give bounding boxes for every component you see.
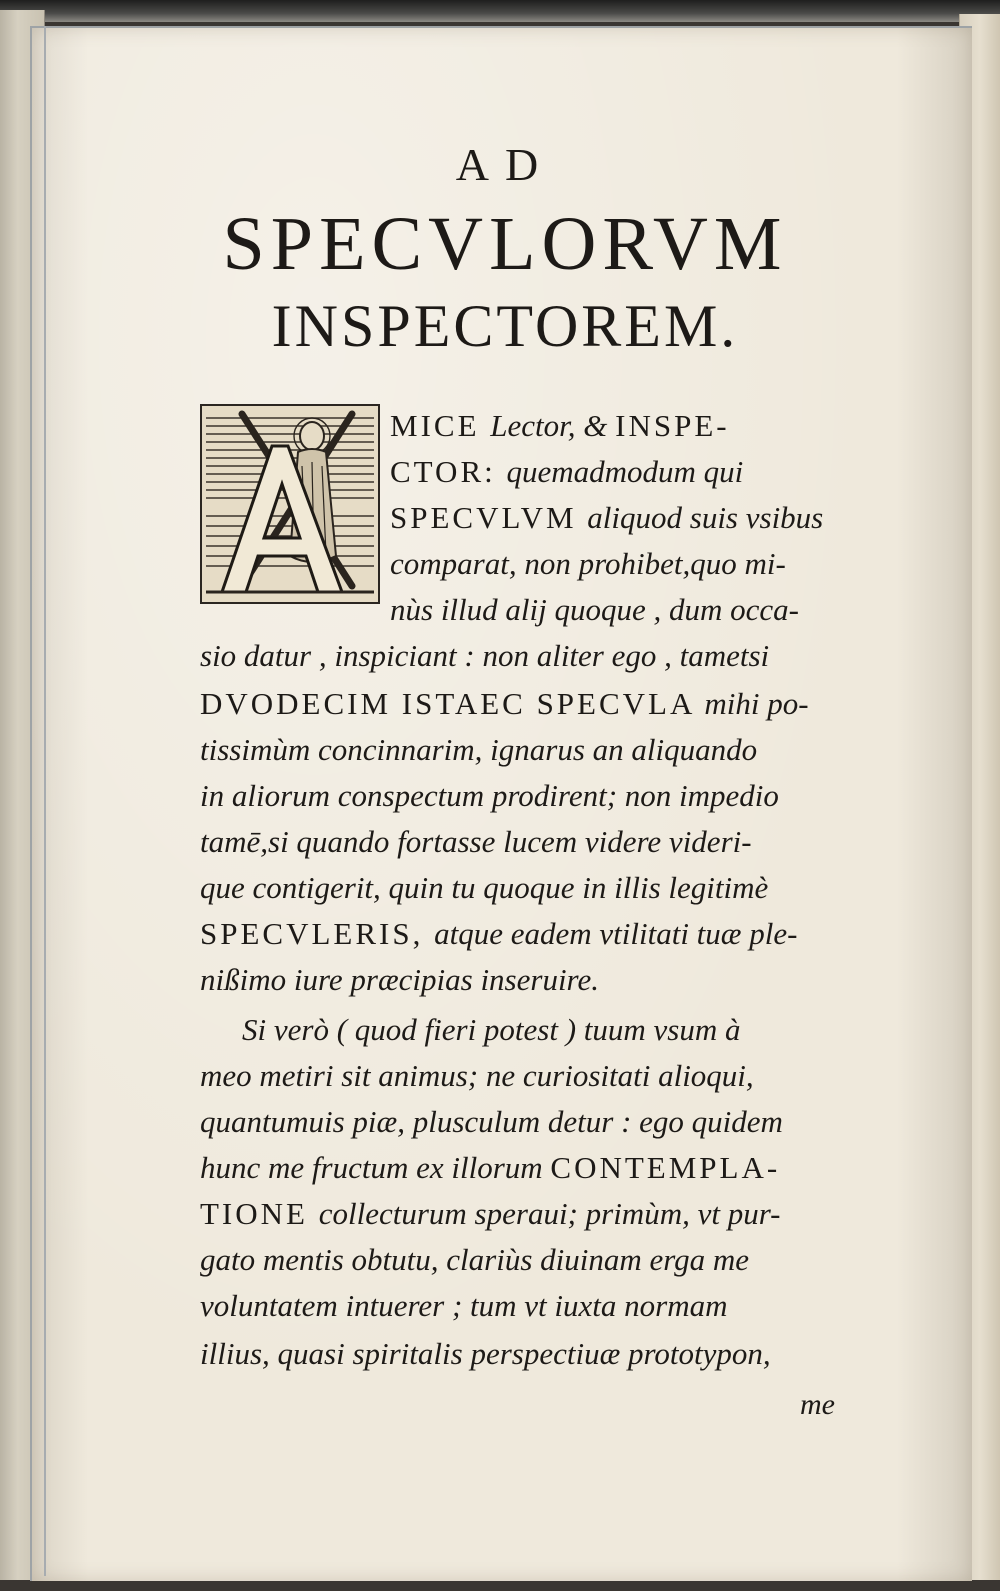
text-line	[200, 964, 599, 995]
text-italic: voluntatem intuerer ; tum vt iuxta normam	[200, 1288, 728, 1323]
text-smallcaps: SPECVLERIS,	[200, 916, 435, 951]
text-line	[390, 502, 823, 533]
text-line	[200, 1152, 780, 1183]
text-italic: collecturum speraui; primùm, vt pur-	[318, 1196, 781, 1231]
text-line	[200, 918, 797, 949]
text-line	[242, 1014, 741, 1045]
text-line	[200, 1338, 771, 1369]
text-smallcaps: CTOR:	[390, 454, 507, 489]
text-italic: que contigerit, quin tu quoque in illis legitimè	[200, 870, 769, 905]
text-italic: sio datur , inspiciant : non aliter ego , tametsi	[200, 638, 770, 673]
text-italic: mihi po-	[704, 686, 809, 721]
title-line-1: AD	[455, 139, 555, 190]
text-line	[200, 1106, 783, 1137]
text-line	[390, 456, 743, 487]
text-line	[200, 872, 768, 903]
text-smallcaps: CONTEMPLA-	[550, 1150, 781, 1185]
text-italic: quemadmodum qui	[506, 454, 744, 489]
text-line	[200, 780, 779, 811]
catchword: me	[800, 1388, 835, 1421]
text-italic: atque eadem vtilitati tuæ ple-	[434, 916, 798, 951]
book-top-edge	[0, 0, 1000, 22]
text-line	[200, 640, 769, 671]
text-line	[200, 1198, 780, 1229]
text-line	[200, 1290, 727, 1321]
text-line	[200, 826, 752, 857]
text-line	[390, 594, 799, 625]
text-smallcaps: SPECVLVM	[390, 500, 588, 535]
text-italic: illius, quasi spiritalis perspectiuæ prototypon,	[200, 1336, 771, 1371]
text-italic: aliquod suis vsibus	[587, 500, 824, 535]
text-italic: Lector, &	[490, 408, 616, 443]
text-italic: meo metiri sit animus; ne curiositati alioqui,	[200, 1058, 754, 1093]
title-line-3: INSPECTOREM.	[271, 293, 739, 359]
page-margin-line	[44, 26, 46, 1576]
title-block	[160, 120, 850, 359]
text-smallcaps: MICE	[390, 408, 491, 443]
text-line	[390, 410, 730, 441]
text-italic: tissimùm concinnarim, ignarus an aliquando	[200, 732, 758, 767]
text-italic: comparat, non prohibet,quo mi-	[390, 546, 786, 581]
text-smallcaps: TIONE	[200, 1196, 319, 1231]
text-italic: Si verò ( quod fieri potest ) tuum vsum à	[242, 1012, 741, 1047]
text-italic: nißimo iure præcipias inseruire.	[200, 962, 599, 997]
text-smallcaps: DVODECIM ISTAEC SPECVLA	[200, 686, 705, 721]
woodcut-initial-a-icon	[200, 404, 380, 604]
text-line	[200, 1060, 754, 1091]
text-italic: tamē,si quando fortasse lucem videre videri-	[200, 824, 752, 859]
text-smallcaps: INSPE-	[615, 408, 730, 443]
text-italic: nùs illud alij quoque , dum occa-	[390, 592, 799, 627]
text-italic: gato mentis obtutu, clariùs diuinam erga me	[200, 1242, 750, 1277]
text-italic: in aliorum conspectum prodirent; non impedio	[200, 778, 779, 813]
text-italic: quantumuis piæ, plusculum detur : ego quidem	[200, 1104, 783, 1139]
text-italic: hunc me fructum ex illorum	[200, 1150, 551, 1185]
text-line	[390, 548, 786, 579]
title-line-2: SPECVLORVM	[222, 202, 788, 286]
text-line	[200, 688, 809, 719]
text-line	[200, 734, 757, 765]
text-line	[200, 1244, 749, 1275]
